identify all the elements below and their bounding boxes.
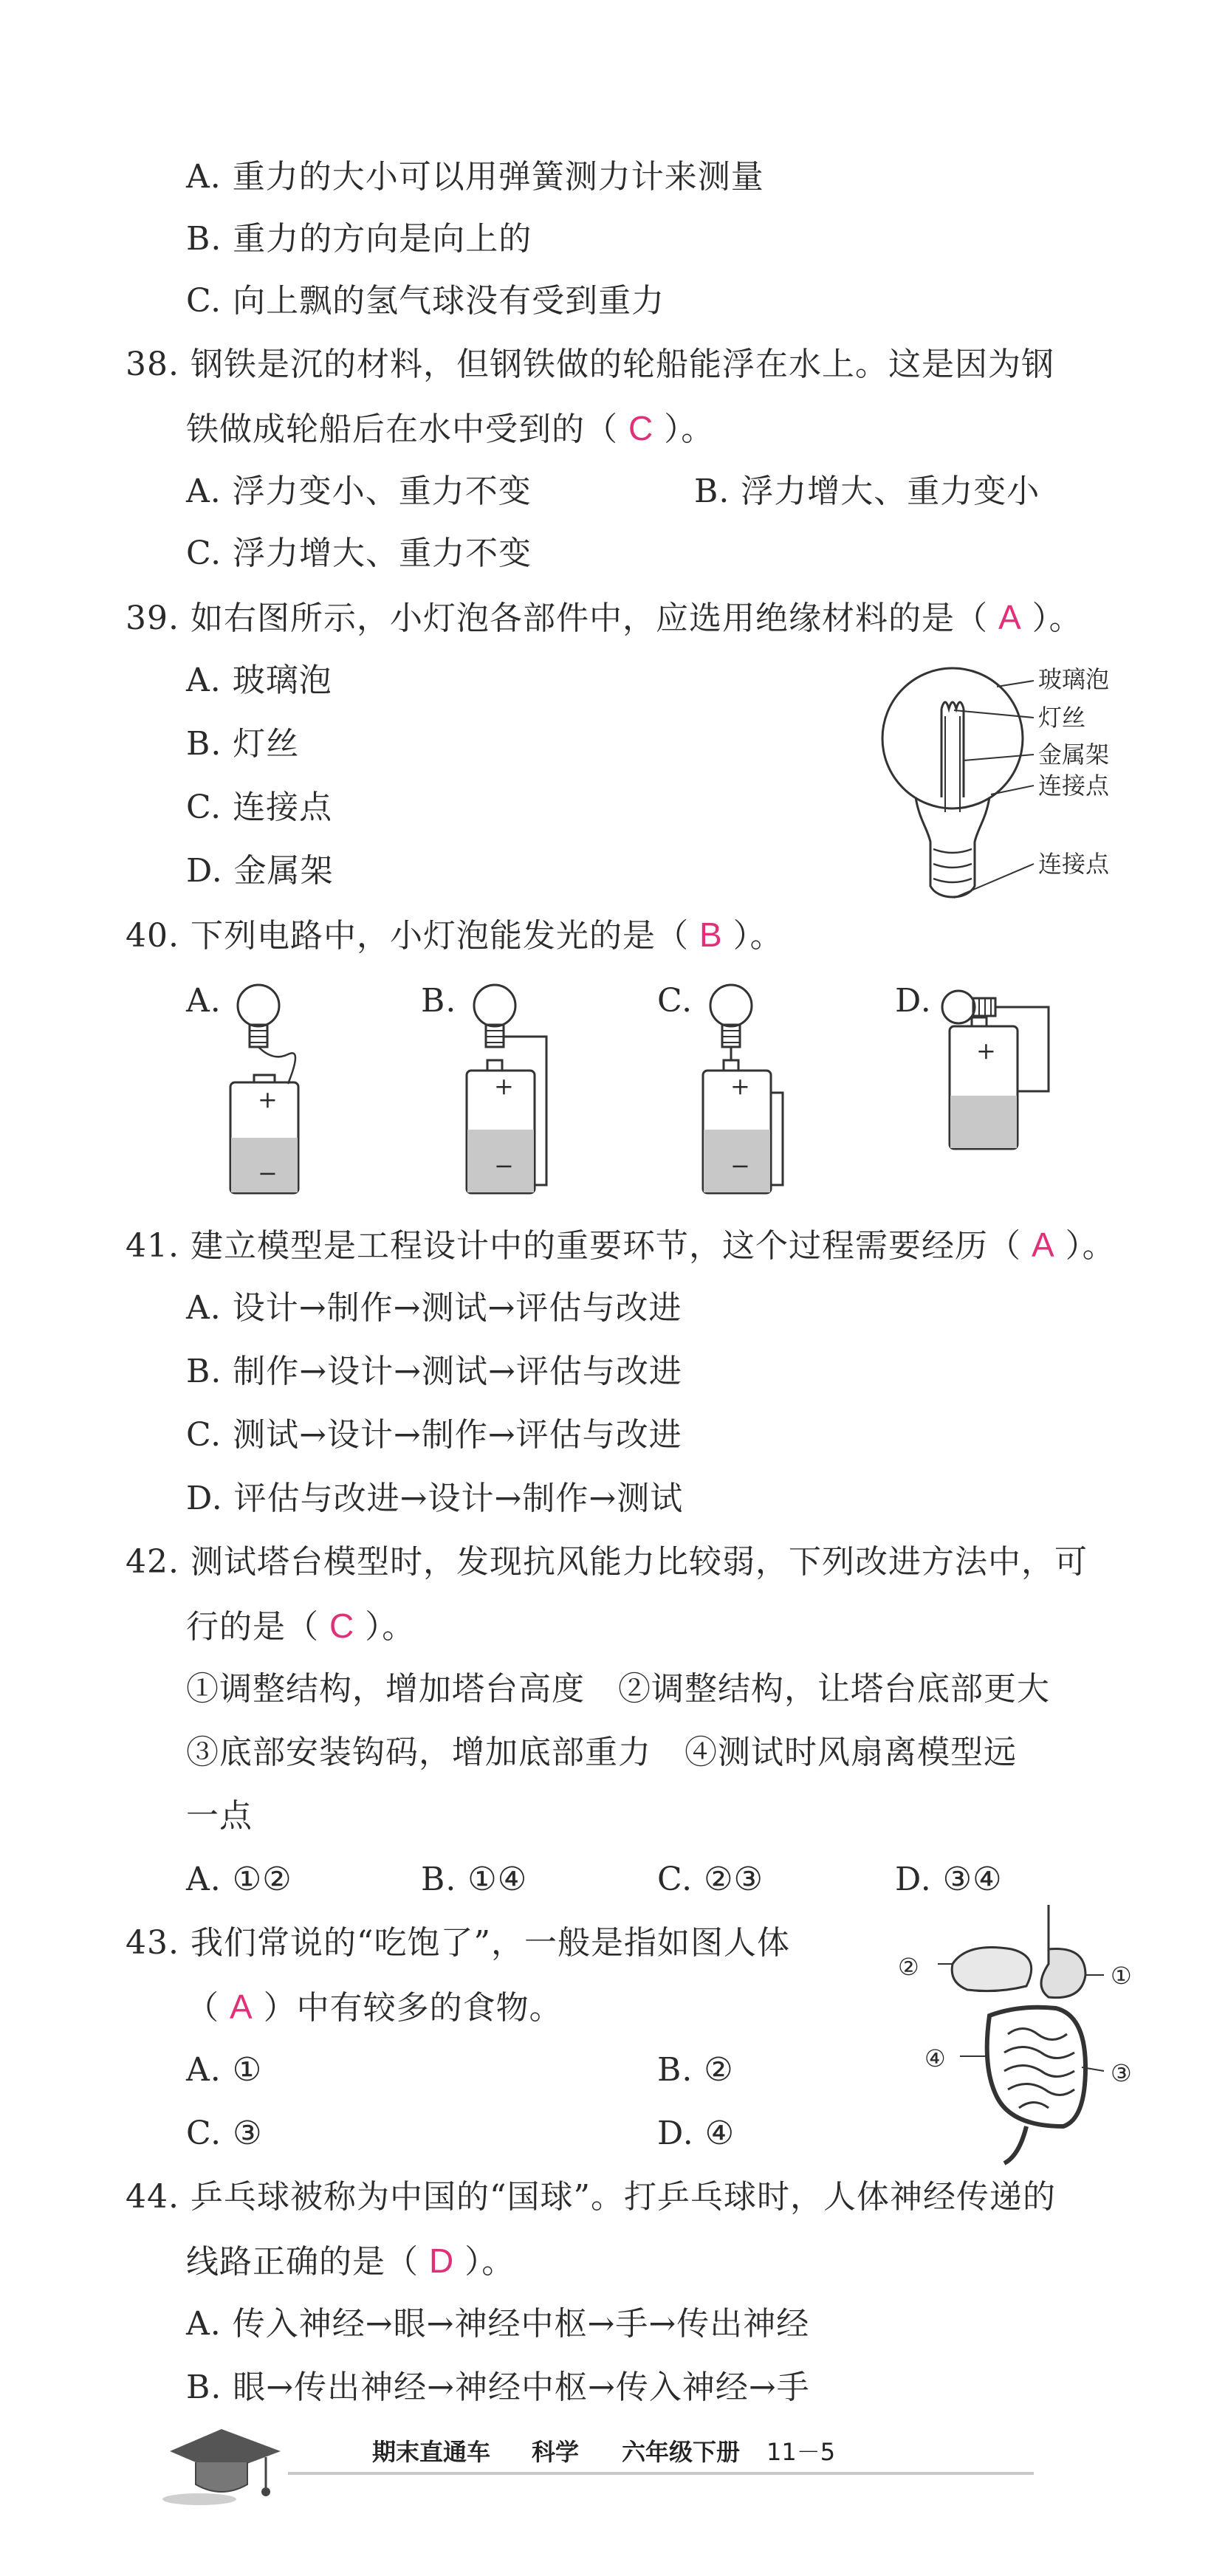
- bulb-label-glass: 玻璃泡: [1038, 665, 1110, 693]
- circuit-b: [458, 982, 576, 1196]
- q41-option-b: B. 制作→设计→测试→评估与改进: [186, 1353, 682, 1390]
- q43-option-a: A. ①: [186, 2051, 263, 2089]
- q38-stem-end: ）。: [664, 411, 715, 448]
- q44-stem-end: ）。: [464, 2243, 515, 2281]
- q40-label-c: C.: [657, 982, 693, 1020]
- q42-stem-line1: 42. 测试塔台模型时，发现抗风能力比较弱，下列改进方法中，可: [126, 1543, 1088, 1581]
- q43-option-c: C. ③: [186, 2115, 263, 2152]
- bulb-label-filament: 灯丝: [1038, 704, 1086, 732]
- q42-statement-4-cont: 一点: [186, 1797, 253, 1835]
- footer-book-title: 期末直通车: [372, 2438, 491, 2466]
- q44-answer: D: [429, 2242, 455, 2280]
- digestive-label-3: ③: [1111, 2059, 1132, 2087]
- q43-stem-text: ）中有较多的食物。: [263, 1989, 563, 2027]
- q41-option-a: A. 设计→制作→测试→评估与改进: [186, 1289, 682, 1327]
- q41-stem-text: 41. 建立模型是工程设计中的重要环节，这个过程需要经历（: [126, 1227, 1021, 1265]
- q41-option-c: C. 测试→设计→制作→评估与改进: [186, 1416, 682, 1454]
- graduation-cap-icon: [155, 2422, 288, 2510]
- footer-page-number: 11－5: [766, 2438, 836, 2466]
- footer-grade: 六年级下册: [622, 2438, 741, 2466]
- q40-label-a: A.: [186, 982, 222, 1020]
- q37-option-c: C. 向上飘的氢气球没有受到重力: [186, 282, 665, 320]
- q42-option-d: D. ③④: [895, 1861, 1003, 1898]
- q44-stem-text: 线路正确的是（: [186, 2243, 419, 2281]
- circuit-b-minus: −: [494, 1152, 514, 1180]
- circuit-c-minus: −: [730, 1152, 750, 1180]
- q44-option-a: A. 传入神经→眼→神经中枢→手→传出神经: [186, 2305, 810, 2343]
- q40-stem-text: 40. 下列电路中，小灯泡能发光的是（: [126, 917, 689, 955]
- circuit-c: [694, 982, 812, 1196]
- footer-rule: [288, 2472, 1034, 2475]
- q40-answer: B: [699, 916, 723, 954]
- q37-option-a: A. 重力的大小可以用弹簧测力计来测量: [186, 158, 764, 196]
- q41-answer: A: [1031, 1226, 1055, 1264]
- digestive-label-2: ②: [898, 1953, 919, 1981]
- q39-option-c: C. 连接点: [186, 789, 333, 826]
- bulb-label-contact-1: 连接点: [1038, 772, 1110, 800]
- q40-stem: [126, 914, 783, 957]
- q42-statement-1-2: ①调整结构，增加塔台高度 ②调整结构，让塔台底部更大: [186, 1670, 1050, 1708]
- q39-option-d: D. 金属架: [186, 852, 334, 890]
- q44-option-b: B. 眼→传出神经→神经中枢→传入神经→手: [186, 2369, 810, 2406]
- q42-option-a: A. ①②: [186, 1861, 292, 1898]
- q39-option-b: B. 灯丝: [186, 725, 300, 763]
- q43-stem-open: （: [186, 1989, 219, 2027]
- q43-answer: A: [230, 1988, 253, 2026]
- q42-option-c: C. ②③: [657, 1861, 764, 1898]
- q42-stem-line2: [186, 1605, 415, 1648]
- circuit-d: [938, 973, 1071, 1165]
- q40-label-b: B.: [421, 982, 457, 1020]
- bulb-diagram: [871, 664, 1181, 908]
- q38-stem-line2: [186, 408, 714, 450]
- q42-stem-end: ）。: [365, 1608, 416, 1646]
- q43-option-d: D. ④: [657, 2115, 735, 2152]
- q37-option-b: B. 重力的方向是向上的: [186, 220, 532, 258]
- q39-stem: [126, 597, 1083, 639]
- bulb-label-contact-2: 连接点: [1038, 850, 1110, 878]
- q43-stem-line1: 43. 我们常说的“吃饱了”，一般是指如图人体: [126, 1924, 790, 1962]
- q42-answer: C: [329, 1607, 355, 1645]
- digestive-label-1: ①: [1111, 1962, 1132, 1990]
- q40-label-d: D.: [895, 982, 932, 1020]
- q41-stem: [126, 1224, 1116, 1267]
- q39-stem-end: ）。: [1032, 600, 1083, 637]
- q39-stem-text: 39. 如右图所示，小灯泡各部件中，应选用绝缘材料的是（: [126, 600, 988, 637]
- digestive-system-diagram: [938, 1905, 1122, 2171]
- q42-option-b: B. ①④: [421, 1861, 528, 1898]
- q43-option-b: B. ②: [657, 2051, 734, 2089]
- q38-option-a: A. 浮力变小、重力不变: [186, 473, 532, 510]
- q44-stem-line1: 44. 乒乓球被称为中国的“国球”。打乒乓球时，人体神经传递的: [126, 2178, 1056, 2216]
- circuit-b-plus: +: [494, 1072, 514, 1100]
- footer-subject: 科学: [532, 2438, 580, 2466]
- q38-answer: C: [628, 409, 654, 447]
- q38-stem-line1: 38. 钢铁是沉的材料，但钢铁做的轮船能浮在水上。这是因为钢: [126, 346, 1054, 383]
- q38-option-b: B. 浮力增大、重力变小: [694, 473, 1040, 510]
- q42-statement-3-4: ③底部安装钩码，增加底部重力 ④测试时风扇离模型远: [186, 1734, 1017, 1771]
- q44-stem-line2: [186, 2240, 515, 2283]
- q39-option-a: A. 玻璃泡: [186, 662, 332, 699]
- q41-option-d: D. 评估与改进→设计→制作→测试: [186, 1480, 684, 1517]
- digestive-label-4: ④: [924, 2044, 946, 2072]
- circuit-a-plus: +: [258, 1085, 278, 1113]
- q40-stem-end: ）。: [733, 917, 783, 955]
- q42-stem-text: 行的是（: [186, 1608, 319, 1646]
- q39-answer: A: [998, 598, 1022, 636]
- circuit-d-plus: +: [976, 1037, 996, 1065]
- circuit-c-plus: +: [730, 1072, 750, 1100]
- q38-option-c: C. 浮力增大、重力不变: [186, 535, 532, 572]
- circuit-a-minus: −: [258, 1159, 278, 1187]
- q41-stem-end: ）。: [1065, 1227, 1116, 1265]
- bulb-label-metal-frame: 金属架: [1038, 741, 1110, 769]
- q38-stem-text: 铁做成轮船后在水中受到的（: [186, 411, 618, 448]
- q43-stem-line2: [186, 1986, 563, 2029]
